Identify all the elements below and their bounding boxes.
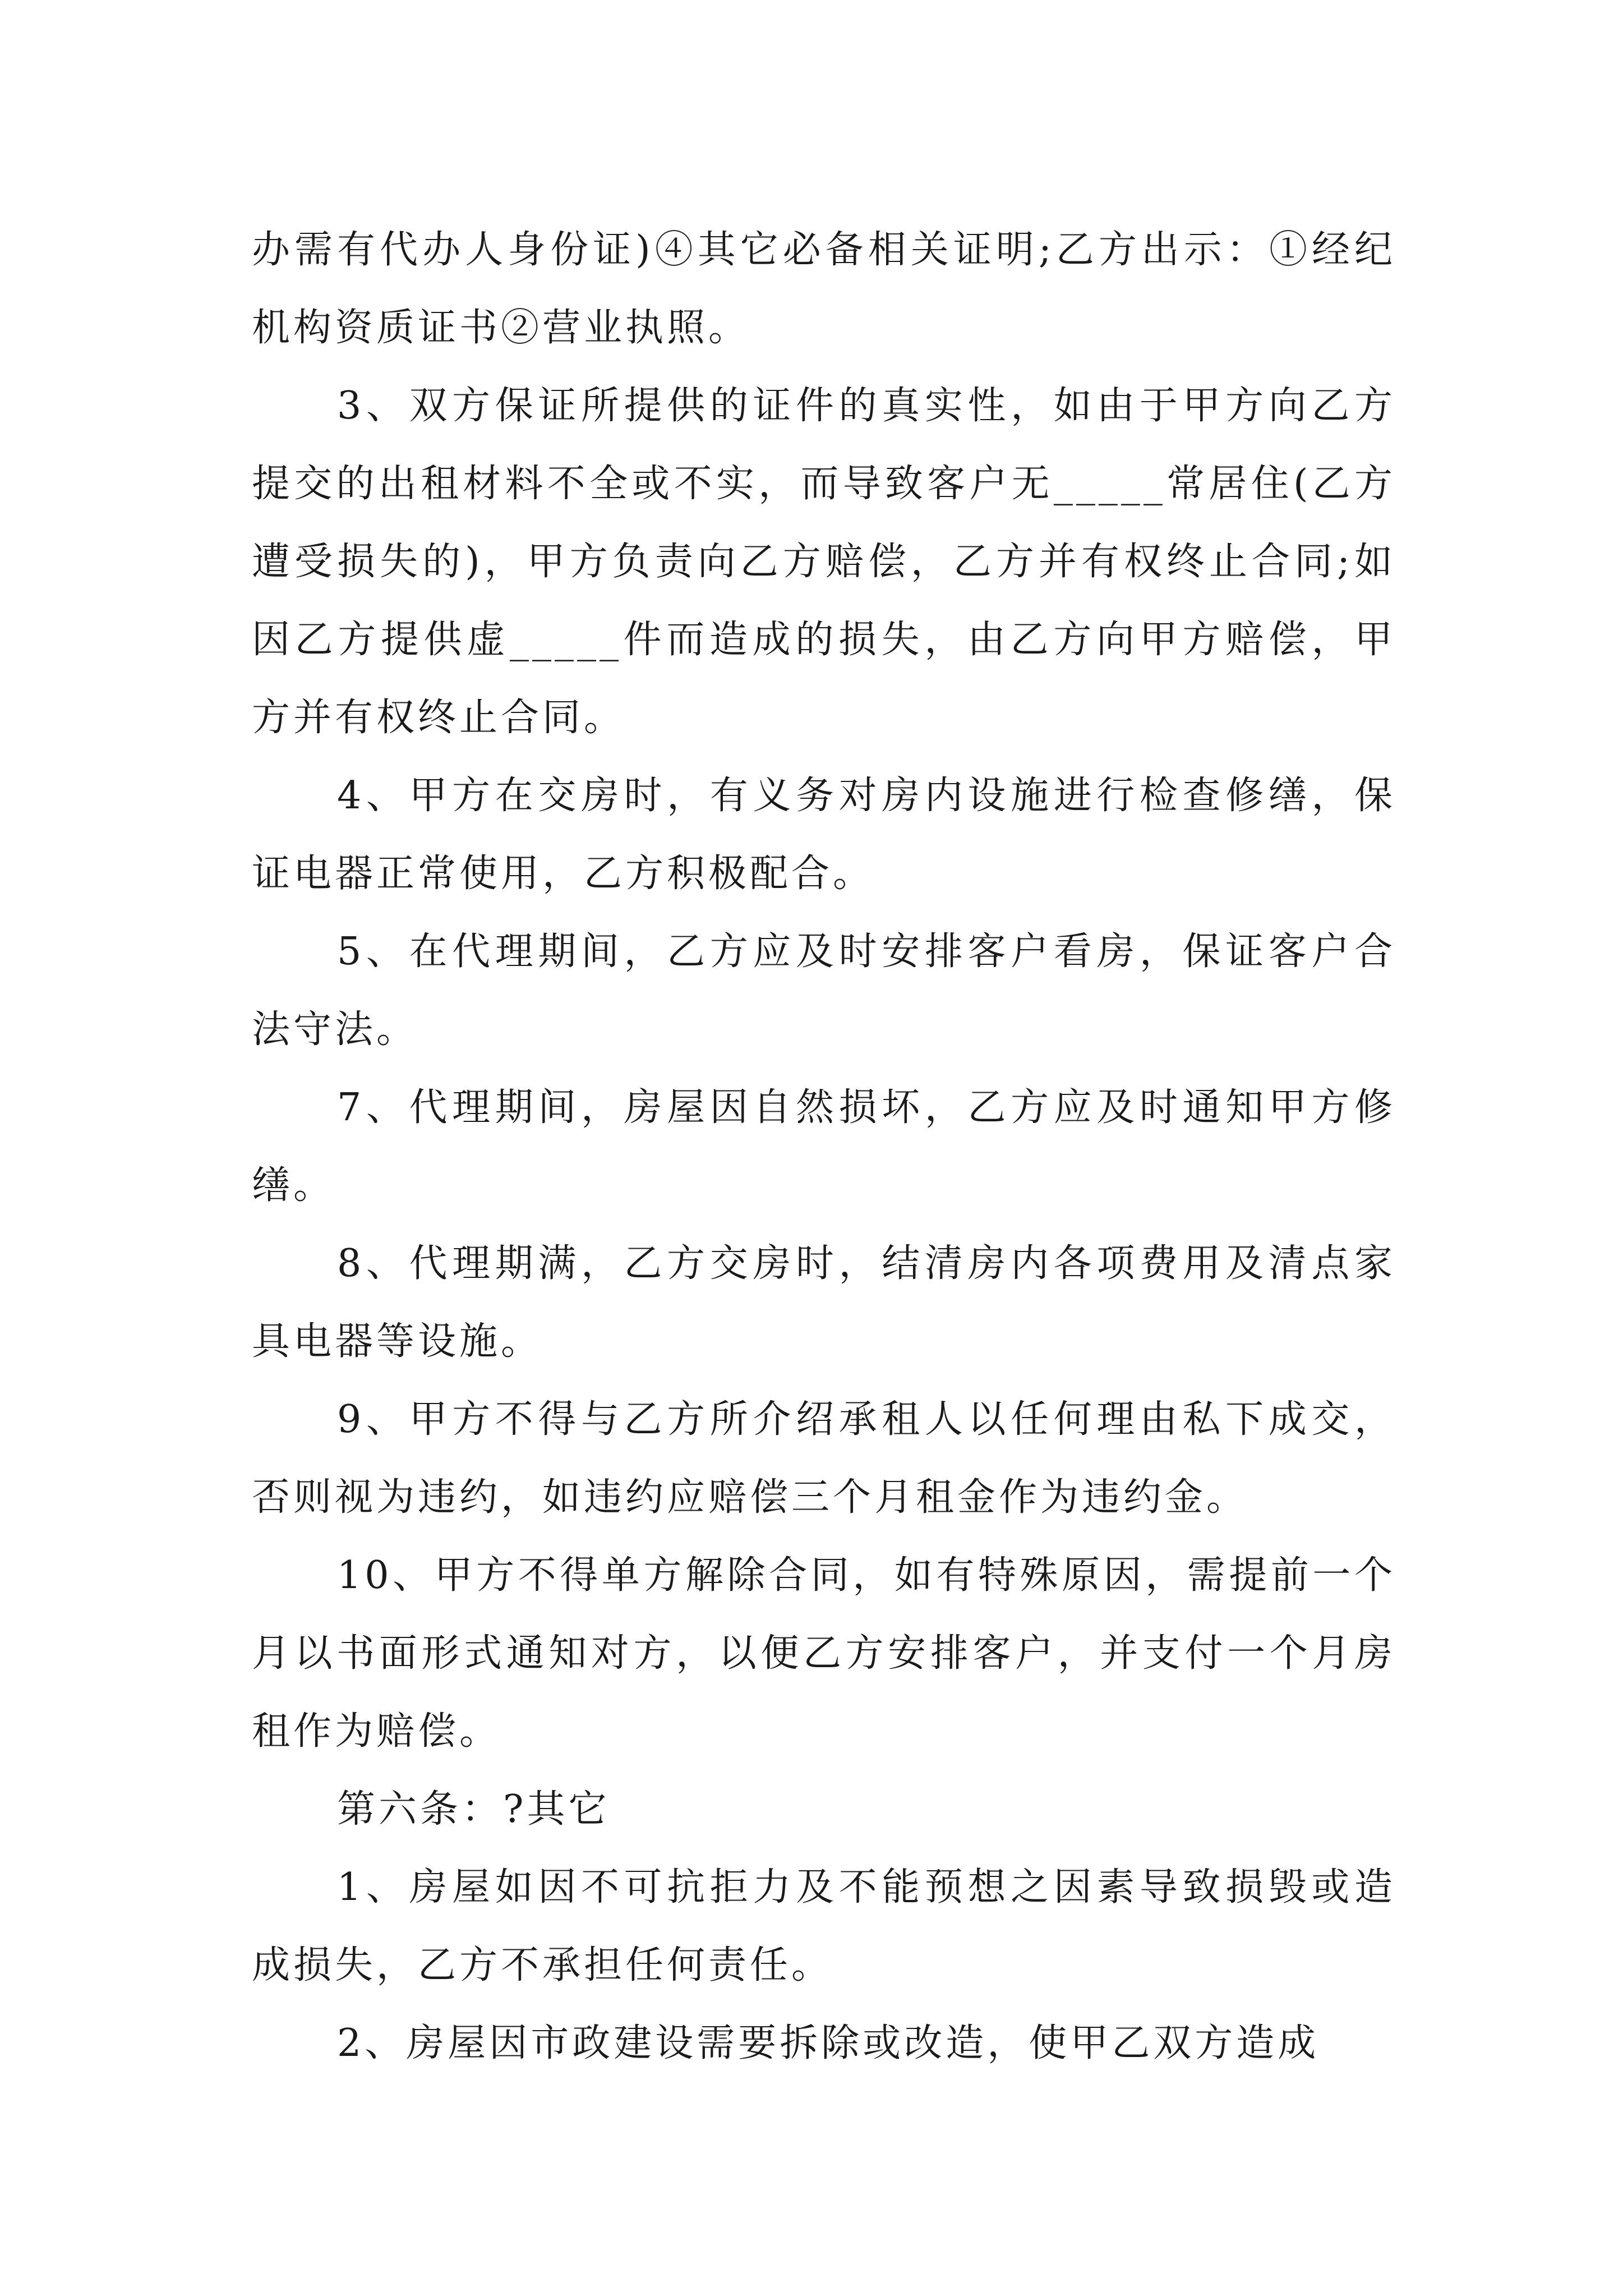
paragraph-clause-9: 9、甲方不得与乙方所介绍承租人以任何理由私下成交，否则视为违约，如违约应赔偿三个月租金作为违约金。 [252, 1397, 1396, 1520]
paragraph-clause-7: 7、代理期间，房屋因自然损坏，乙方应及时通知甲方修缮。 [252, 1085, 1396, 1208]
document-body [252, 211, 1396, 2082]
paragraph-article-6-clause-2: 2、房屋因市政建设需要拆除或改造，使甲乙双方造成 [337, 2021, 1320, 2065]
paragraph-article-6-clause-1: 1、房屋如因不可抗拒力及不能预想之因素导致损毁或造成损失，乙方不承担任何责任。 [252, 1865, 1396, 1987]
section-heading-article-6: 第六条：?其它 [337, 1787, 610, 1832]
paragraph-clause-10: 10、甲方不得单方解除合同，如有特殊原因，需提前一个月以书面形式通知对方，以便乙方安排客户，并支付一个月房租作为赔偿。 [252, 1553, 1396, 1754]
paragraph-clause-4: 4、甲方在交房时，有义务对房内设施进行检查修缮，保证电器正常使用，乙方积极配合。 [252, 774, 1396, 896]
paragraph-clause-8: 8、代理期满，乙方交房时，结清房内各项费用及清点家具电器等设施。 [252, 1241, 1396, 1364]
paragraph-clause-3: 3、双方保证所提供的证件的真实性，如由于甲方向乙方提交的出租材料不全或不实，而导致客户无_____常居住(乙方遭受损失的)，甲方负责向乙方赔偿，乙方并有权终止合同;如因乙方提供虚_____件而造成的损失，由乙方向甲方赔偿，甲方并有权终止合同。 [252, 384, 1396, 740]
paragraph-clause-5: 5、在代理期间，乙方应及时安排客户看房，保证客户合法守法。 [252, 930, 1396, 1052]
paragraph-continuation: 办需有代办人身份证)④其它必备相关证明;乙方出示：①经纪机构资质证书②营业执照。 [252, 228, 1396, 350]
